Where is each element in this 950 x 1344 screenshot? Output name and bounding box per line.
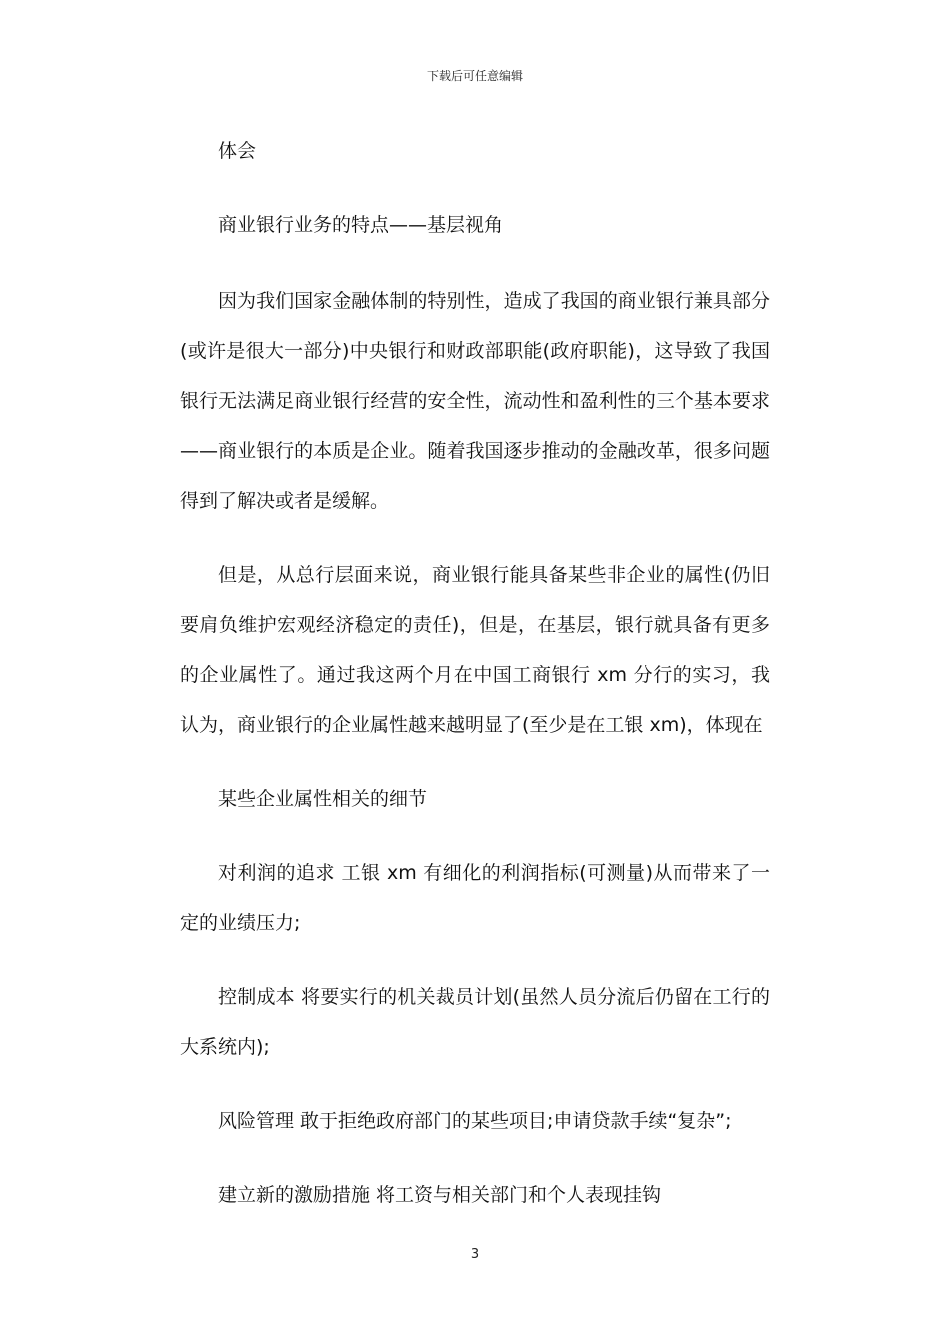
page-number: 3	[470, 1247, 480, 1262]
paragraph-cost-control: 控制成本 将要实行的机关裁员计划(虽然人员分流后仍留在工行的大系统内);	[180, 986, 770, 1058]
line-incentive-measures: 建立新的激励措施 将工资与相关部门和个人表现挂钩	[218, 1184, 662, 1206]
paragraph-profit-pursuit: 对利润的追求 工银 xm 有细化的利润指标(可测量)从而带来了一定的业绩压力;	[180, 862, 770, 934]
paragraph-enterprise-attributes: 但是，从总行层面来说，商业银行能具备某些非企业的属性(仍旧要肩负维护宏观经济稳定的责任)，但是，在基层，银行就具备有更多的企业属性了。通过我这两个月在中国工商银行 xm 分行的实习，我认为，商业银行的企业属性越来越明显了(至少是在工银 xm)，体现在	[180, 564, 770, 736]
paragraph-financial-system: 因为我们国家金融体制的特别性，造成了我国的商业银行兼具部分(或许是很大一部分)中央银行和财政部职能(政府职能)，这导致了我国银行无法满足商业银行经营的安全性，流动性和盈利性的三个基本要求——商业银行的本质是企业。随着我国逐步推动的金融改革，很多问题得到了解决或者是缓解。	[180, 290, 770, 512]
section-heading-features: 商业银行业务的特点——基层视角	[218, 214, 504, 236]
line-risk-management: 风险管理 敢于拒绝政府部门的某些项目;申请贷款手续“复杂”;	[218, 1110, 732, 1132]
section-heading-tihui: 体会	[218, 140, 257, 162]
page-header: 下载后可任意编辑	[426, 69, 523, 83]
section-heading-details: 某些企业属性相关的细节	[218, 788, 428, 810]
